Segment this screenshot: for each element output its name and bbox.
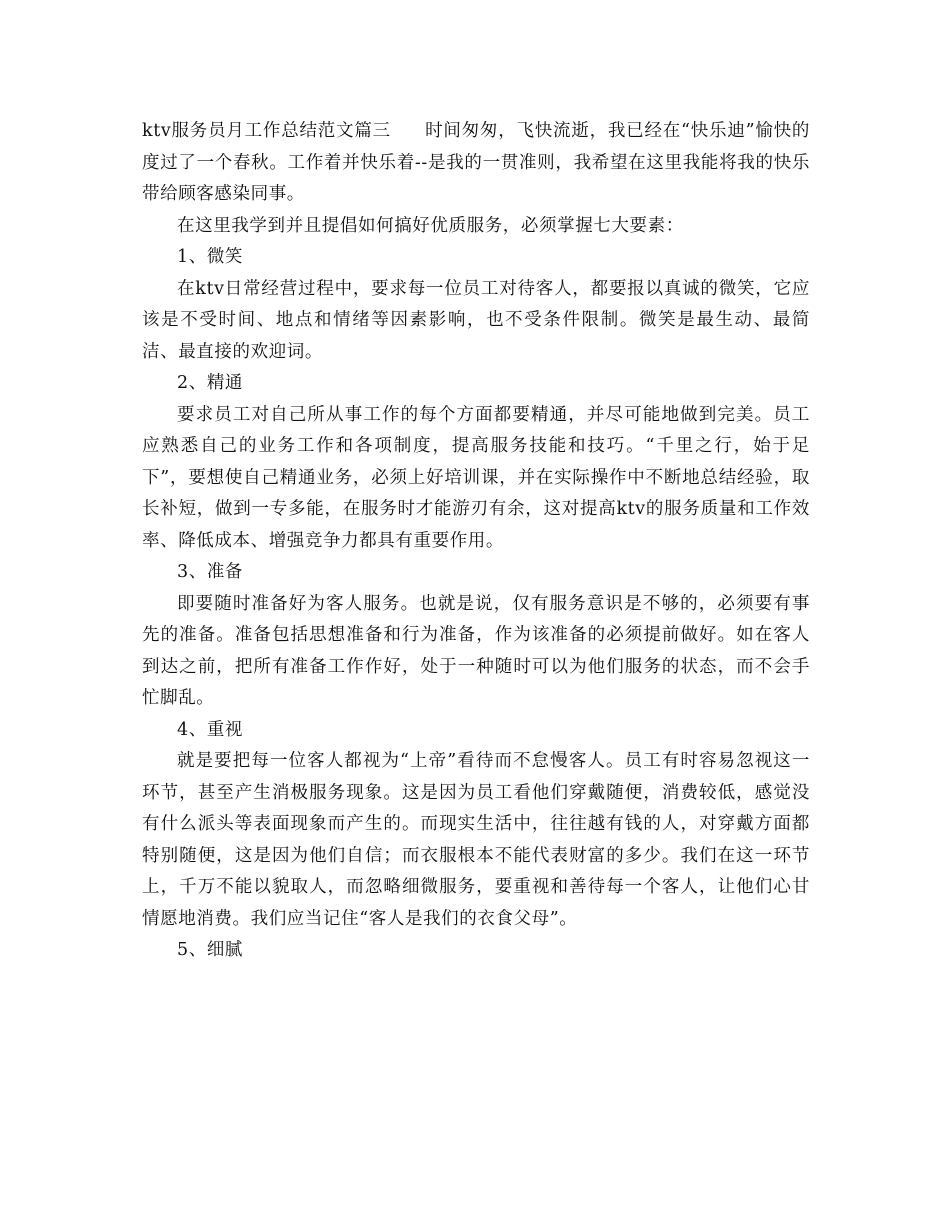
lead-paragraph: 在这里我学到并且提倡如何搞好优质服务，必须掌握七大要素： [177, 215, 684, 236]
intro-text: 时间匆匆，飞快流逝，我已经在“快乐迪”愉快的度过了一个春秋。工作着并快乐着--是我的一贯准则，我希望在这里我能将我的快乐带给顾客感染同事。 [142, 121, 810, 204]
section-heading-3: 3、准备 [177, 562, 244, 582]
section-heading-2: 2、精通 [177, 373, 244, 393]
section-heading-1: 1、微笑 [177, 247, 244, 267]
document-title: ktv服务员月工作总结范文篇三 [142, 121, 391, 141]
section-heading-5: 5、细腻 [177, 940, 244, 960]
section-body-1: 在ktv日常经营过程中，要求每一位员工对待客人，都要报以真诚的微笑，它应该是不受时间、地点和情绪等因素影响，也不受条件限制。微笑是最生动、最简洁、最直接的欢迎词。 [142, 278, 810, 362]
section-body-3: 即要随时准备好为客人服务。也就是说，仅有服务意识是不够的，必须要有事先的准备。准备包括思想准备和行为准备，作为该准备的必须提前做好。如在客人到达之前，把所有准备工作作好，处于一种随时可以为他们服务的状态，而不会手忙脚乱。 [142, 593, 810, 708]
section-heading-4: 4、重视 [177, 719, 244, 740]
section-body-4: 就是要把每一位客人都视为“上帝”看待而不怠慢客人。员工有时容易忽视这一环节，甚至产生消极服务现象。这是因为员工看他们穿戴随便，消费较低，感觉没有什么派头等表面现象而产生的。而现实生活中，往往越有钱的人，对穿戴方面都特别随便，这是因为他们自信；而衣服根本不能代表财富的多少。我们在这一环节上，千万不能以貌取人，而忽略细微服务，要重视和善待每一个客人，让他们心甘情愿地消费。我们应当记住“客人是我们的衣食父母”。 [142, 751, 810, 929]
document-body [142, 116, 810, 967]
intro-paragraph [142, 116, 810, 211]
section-body-2: 要求员工对自己所从事工作的每个方面都要精通，并尽可能地做到完美。员工应熟悉自己的业务工作和各项制度，提高服务技能和技巧。“千里之行，始于足下”，要想使自己精通业务，必须上好培训课，并在实际操作中不断地总结经验，取长补短，做到一专多能，在服务时才能游刃有余，这对提高ktv的服务质量和工作效率、降低成本、增强竞争力都具有重要作用。 [142, 404, 810, 551]
